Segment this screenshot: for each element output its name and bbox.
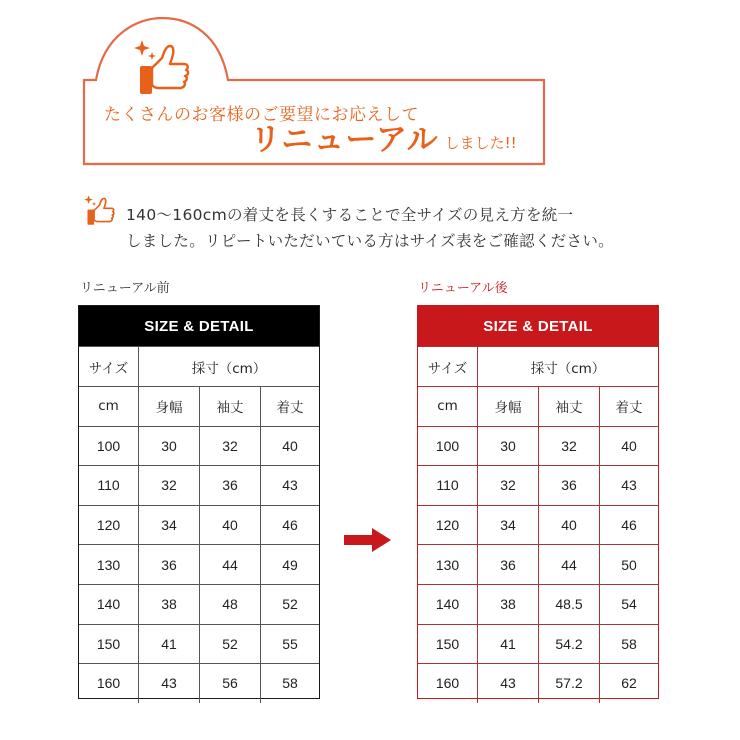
size-label: サイズ (88, 360, 129, 377)
table-cell: 41 (138, 625, 199, 664)
column-header: 身幅 (138, 387, 199, 426)
small-thumbs-up-icon (80, 193, 118, 227)
table-cell: 30 (477, 427, 538, 466)
table-cell: 32 (199, 427, 260, 466)
table-title: SIZE & DETAIL (418, 306, 658, 346)
renewal-banner (0, 0, 740, 175)
table-cell: 46 (599, 506, 658, 545)
unit-label: cm (98, 398, 119, 415)
table-cell: 32 (138, 466, 199, 505)
table-cell: 36 (138, 545, 199, 584)
table-cell: 160 (435, 675, 460, 692)
table-cell: 40 (538, 506, 599, 545)
notice-text-line-1: 140〜160cmの着丈を長くすることで全サイズの見え方を統一 (126, 206, 574, 224)
table-header-row (79, 346, 319, 386)
measure-label: 採寸（cm） (138, 347, 319, 386)
notice-text-line-2: しました。リピートいただいている方はサイズ表をご確認ください。 (126, 232, 614, 250)
arrow-right-icon (344, 527, 392, 553)
table-row (418, 426, 658, 466)
caption-before: リニューアル前 (80, 281, 170, 296)
table-cell: 55 (260, 625, 319, 664)
table-row (418, 505, 658, 545)
table-cell: 54 (599, 585, 658, 624)
table-cell: 150 (435, 635, 460, 652)
banner-renewal-line (250, 120, 517, 160)
table-cell: 110 (436, 477, 459, 494)
table-cell: 43 (599, 466, 658, 505)
table-cell: 54.2 (538, 625, 599, 664)
table-cell: 110 (97, 477, 120, 494)
table-row (418, 544, 658, 584)
column-header: 袖丈 (538, 387, 599, 426)
table-row (79, 465, 319, 505)
table-cell: 43 (138, 664, 199, 703)
table-cell: 32 (477, 466, 538, 505)
table-cell: 150 (96, 635, 121, 652)
table-title: SIZE & DETAIL (79, 306, 319, 346)
size-label: サイズ (427, 360, 468, 377)
table-cell: 46 (260, 506, 319, 545)
table-cell: 36 (477, 545, 538, 584)
table-row (79, 426, 319, 466)
table-cell: 100 (435, 437, 460, 454)
table-cell: 140 (435, 596, 460, 613)
table-row (79, 505, 319, 545)
table-cell: 58 (260, 664, 319, 703)
table-row (418, 465, 658, 505)
table-cell: 40 (599, 427, 658, 466)
table-cell: 140 (96, 596, 121, 613)
table-cell: 44 (538, 545, 599, 584)
table-cell: 48 (199, 585, 260, 624)
table-cell: 56 (199, 664, 260, 703)
table-cell: 50 (599, 545, 658, 584)
table-cell: 30 (138, 427, 199, 466)
table-row (418, 624, 658, 664)
table-cell: 40 (260, 427, 319, 466)
table-cell: 32 (538, 427, 599, 466)
table-cell: 34 (477, 506, 538, 545)
table-cell: 130 (96, 556, 121, 573)
table-cell: 43 (260, 466, 319, 505)
unit-label: cm (437, 398, 458, 415)
table-row (79, 663, 319, 703)
table-cell: 52 (260, 585, 319, 624)
table-cell: 41 (477, 625, 538, 664)
table-cell: 49 (260, 545, 319, 584)
column-header: 着丈 (260, 387, 319, 426)
table-cell: 160 (96, 675, 121, 692)
table-cell: 62 (599, 664, 658, 703)
table-header-row (418, 346, 658, 386)
table-cell: 44 (199, 545, 260, 584)
table-column-row (79, 386, 319, 426)
table-cell: 130 (435, 556, 460, 573)
renewal-suffix: しました!! (444, 134, 517, 152)
renewal-highlight (250, 120, 439, 160)
size-table-before (78, 305, 320, 699)
caption-after: リニューアル後 (418, 281, 508, 296)
table-row (418, 584, 658, 624)
banner-intro-text: たくさんのお客様のご要望にお応えして (104, 105, 419, 125)
measure-label: 採寸（cm） (477, 347, 658, 386)
table-cell: 36 (199, 466, 260, 505)
table-cell: 58 (599, 625, 658, 664)
renewal-word: リニューアル (250, 122, 439, 158)
size-table-after (417, 305, 659, 699)
column-header: 着丈 (599, 387, 658, 426)
table-cell: 38 (477, 585, 538, 624)
table-row (79, 544, 319, 584)
table-cell: 100 (96, 437, 121, 454)
table-cell: 52 (199, 625, 260, 664)
table-cell: 48.5 (538, 585, 599, 624)
column-header: 身幅 (477, 387, 538, 426)
table-cell: 36 (538, 466, 599, 505)
table-cell: 57.2 (538, 664, 599, 703)
thumbs-up-icon (128, 36, 194, 98)
table-cell: 120 (96, 517, 121, 534)
table-row (418, 663, 658, 703)
table-column-row (418, 386, 658, 426)
table-row (79, 584, 319, 624)
table-row (79, 624, 319, 664)
column-header: 袖丈 (199, 387, 260, 426)
table-cell: 43 (477, 664, 538, 703)
table-cell: 38 (138, 585, 199, 624)
table-cell: 120 (435, 517, 460, 534)
table-cell: 40 (199, 506, 260, 545)
table-cell: 34 (138, 506, 199, 545)
